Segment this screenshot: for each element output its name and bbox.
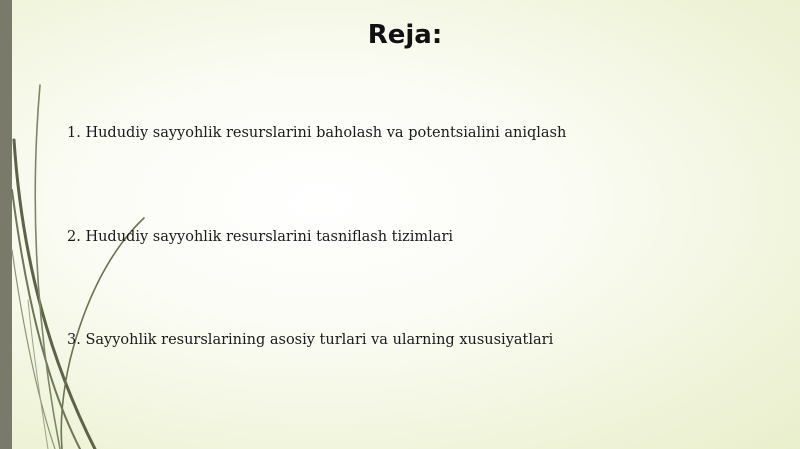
plan-item-2: 2. Hududiy sayyohlik resurslarini tasniflash tizimlari bbox=[67, 229, 454, 245]
slide-title: Reja: bbox=[367, 20, 443, 50]
plan-item-3: 3. Sayyohlik resurslarining asosiy turlari va ularning xususiyatlari bbox=[67, 332, 554, 348]
plan-item-1: 1. Hududiy sayyohlik resurslarini baholash va potentsialini aniqlash bbox=[67, 125, 567, 141]
